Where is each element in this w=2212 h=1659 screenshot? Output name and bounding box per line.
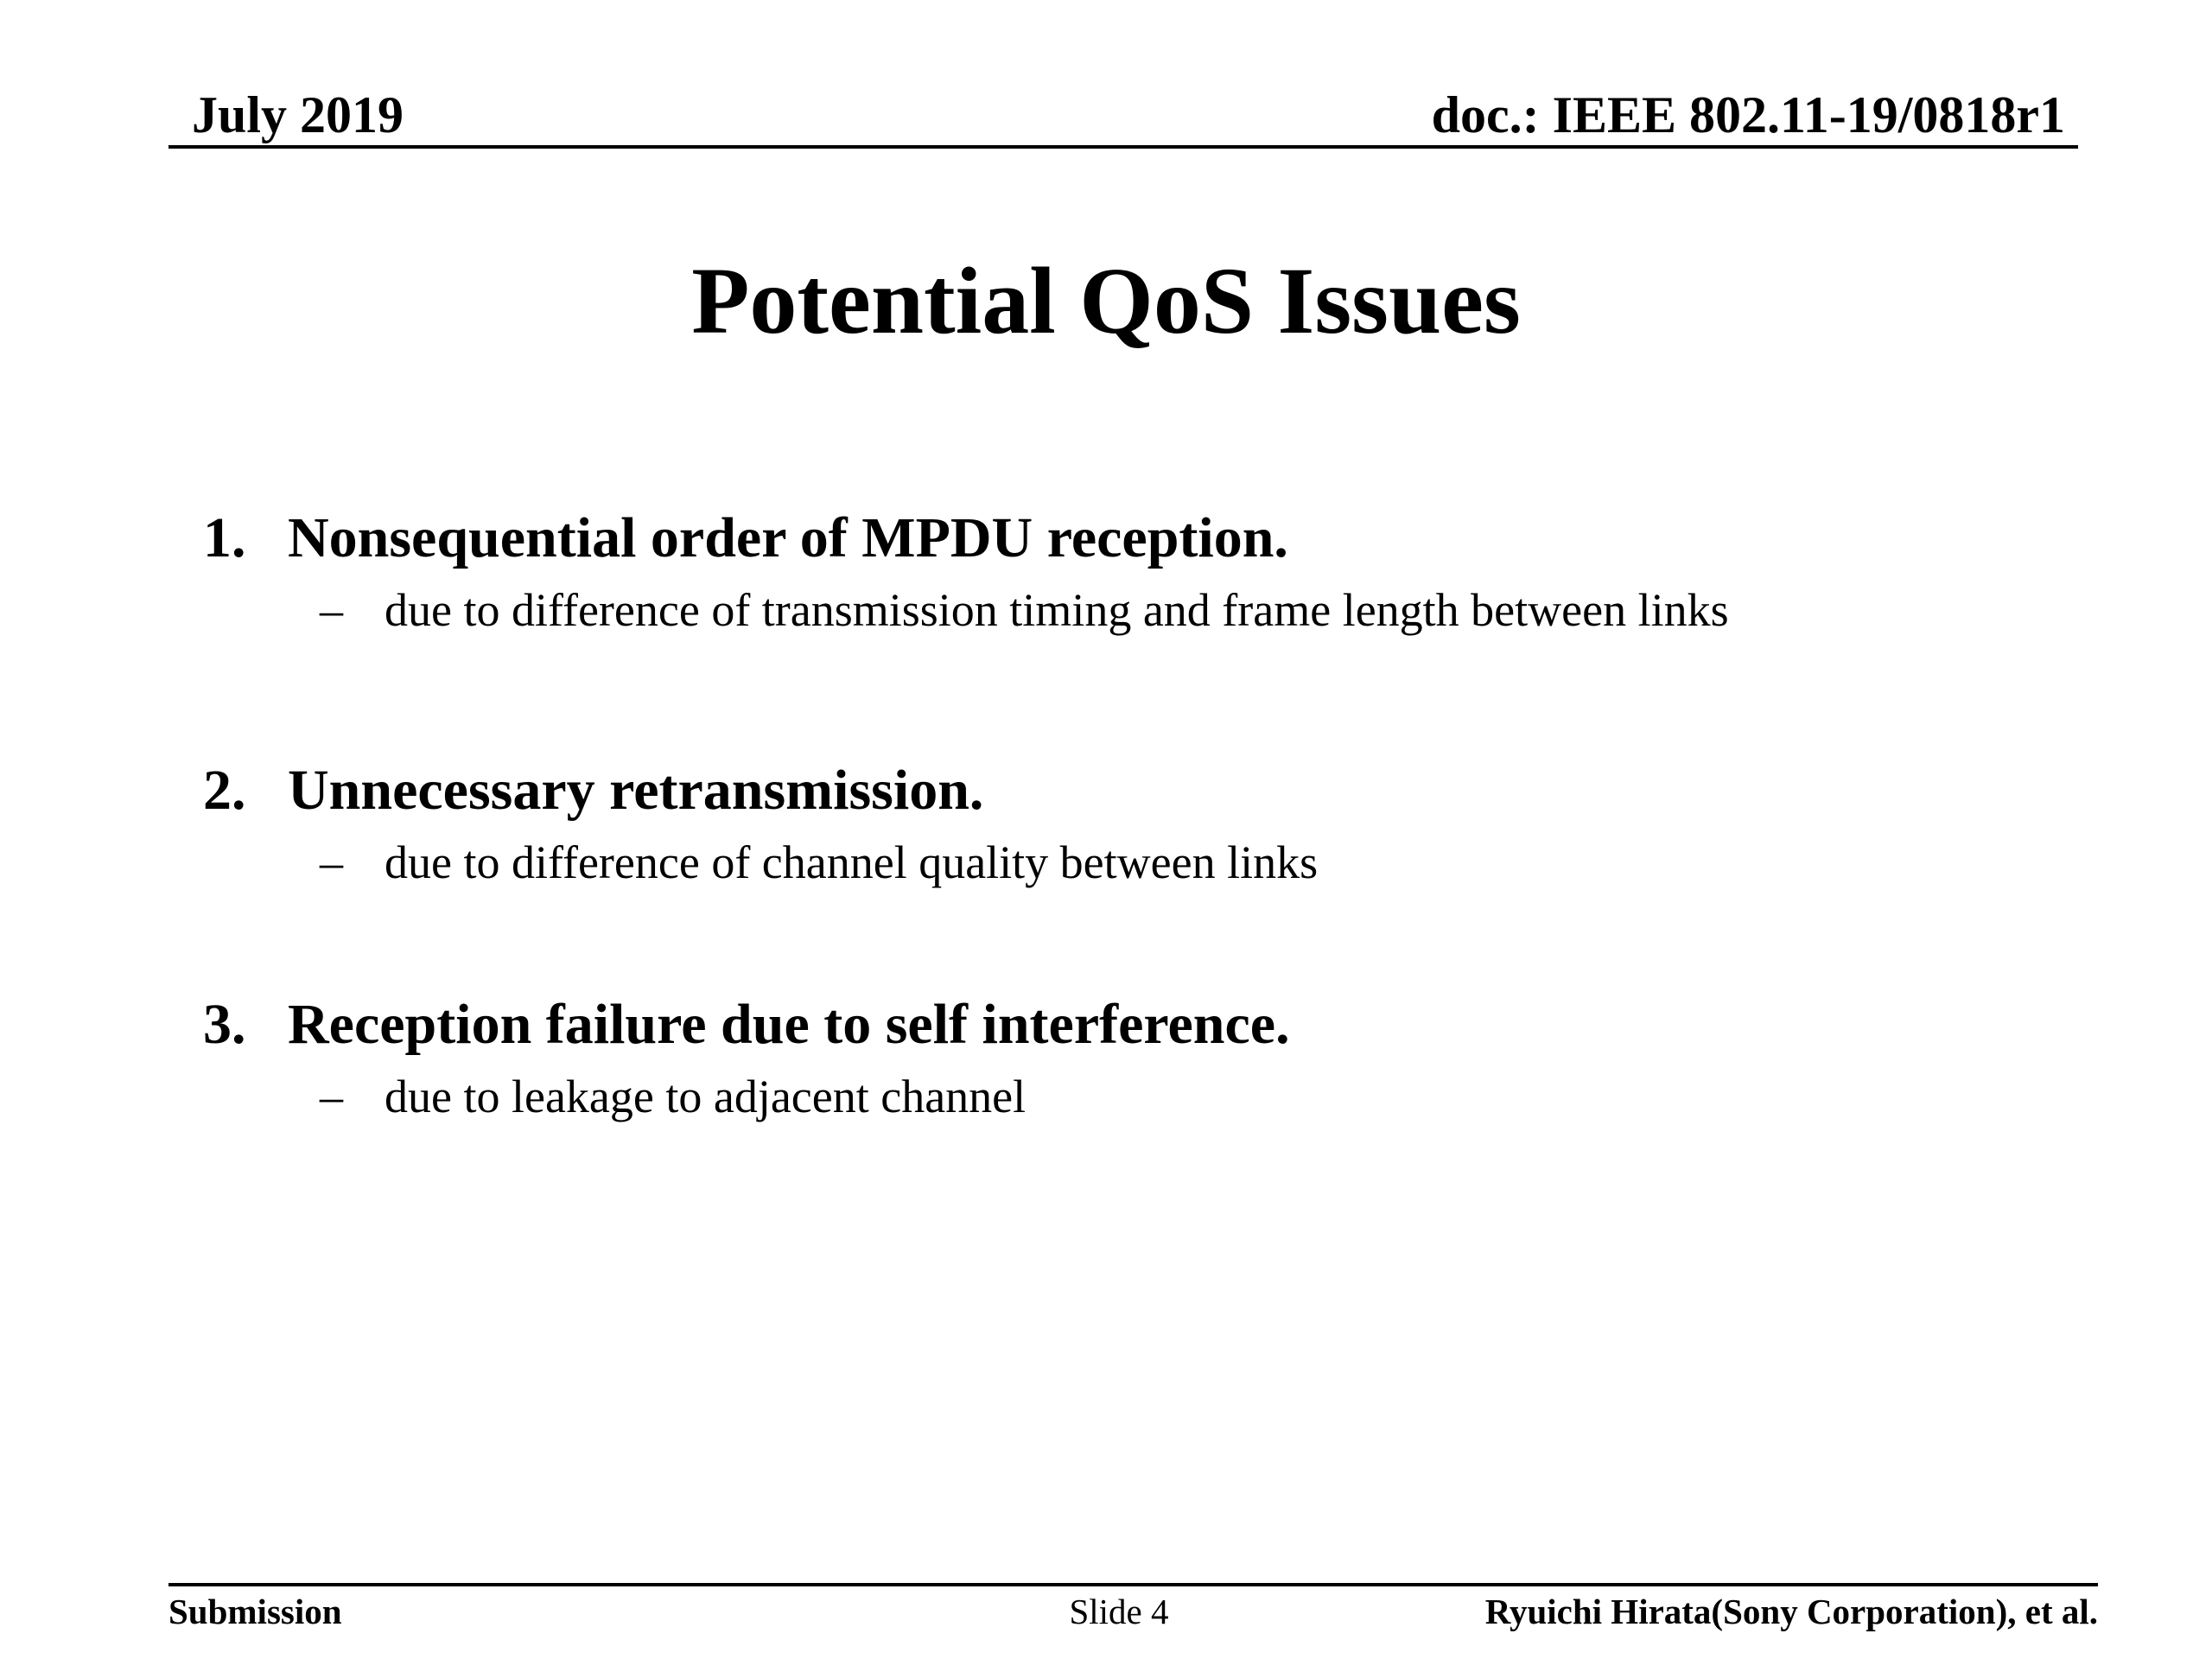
footer-divider <box>168 1583 2098 1586</box>
list-item <box>203 753 2061 893</box>
dash-bullet: – <box>320 584 343 636</box>
list-item-number: 2. <box>203 759 246 822</box>
list-item-heading: Reception failure due to self interference. <box>288 993 1290 1056</box>
list-item-number: 1. <box>203 506 246 569</box>
header-divider <box>168 145 2078 149</box>
dash-bullet: – <box>320 836 343 888</box>
list-item-heading-row <box>203 501 2061 575</box>
slide-title: Potential QoS Issues <box>691 248 1521 353</box>
list-item-heading: Unnecessary retransmission. <box>288 759 984 822</box>
list-item-heading-row <box>203 988 2061 1061</box>
list-item-detail-row <box>203 832 2061 893</box>
list-item-detail: due to leakage to adjacent channel <box>385 1071 1027 1122</box>
slide-header <box>168 85 2078 145</box>
header-date: July 2019 <box>192 86 404 143</box>
list-item <box>203 501 2061 640</box>
list-item-heading: Nonsequential order of MPDU reception. <box>288 506 1288 569</box>
list-item-detail-row <box>203 1066 2061 1127</box>
dash-bullet: – <box>320 1071 343 1122</box>
list-item-heading-row <box>203 753 2061 827</box>
list-item-detail: due to difference of transmission timing and frame length between links <box>385 584 1729 636</box>
footer-author: Ryuichi Hirata(Sony Corporation), et al. <box>1484 1592 2098 1631</box>
header-doc-id: doc.: IEEE 802.11-19/0818r1 <box>1431 86 2065 143</box>
list-item-number: 3. <box>203 993 246 1056</box>
list-item <box>203 988 2061 1127</box>
list-item-detail-row <box>203 580 2061 640</box>
footer-submission: Submission <box>168 1592 342 1631</box>
list-item-detail: due to difference of channel quality between links <box>385 836 1319 888</box>
footer-slide-number: Slide 4 <box>1069 1592 1169 1631</box>
